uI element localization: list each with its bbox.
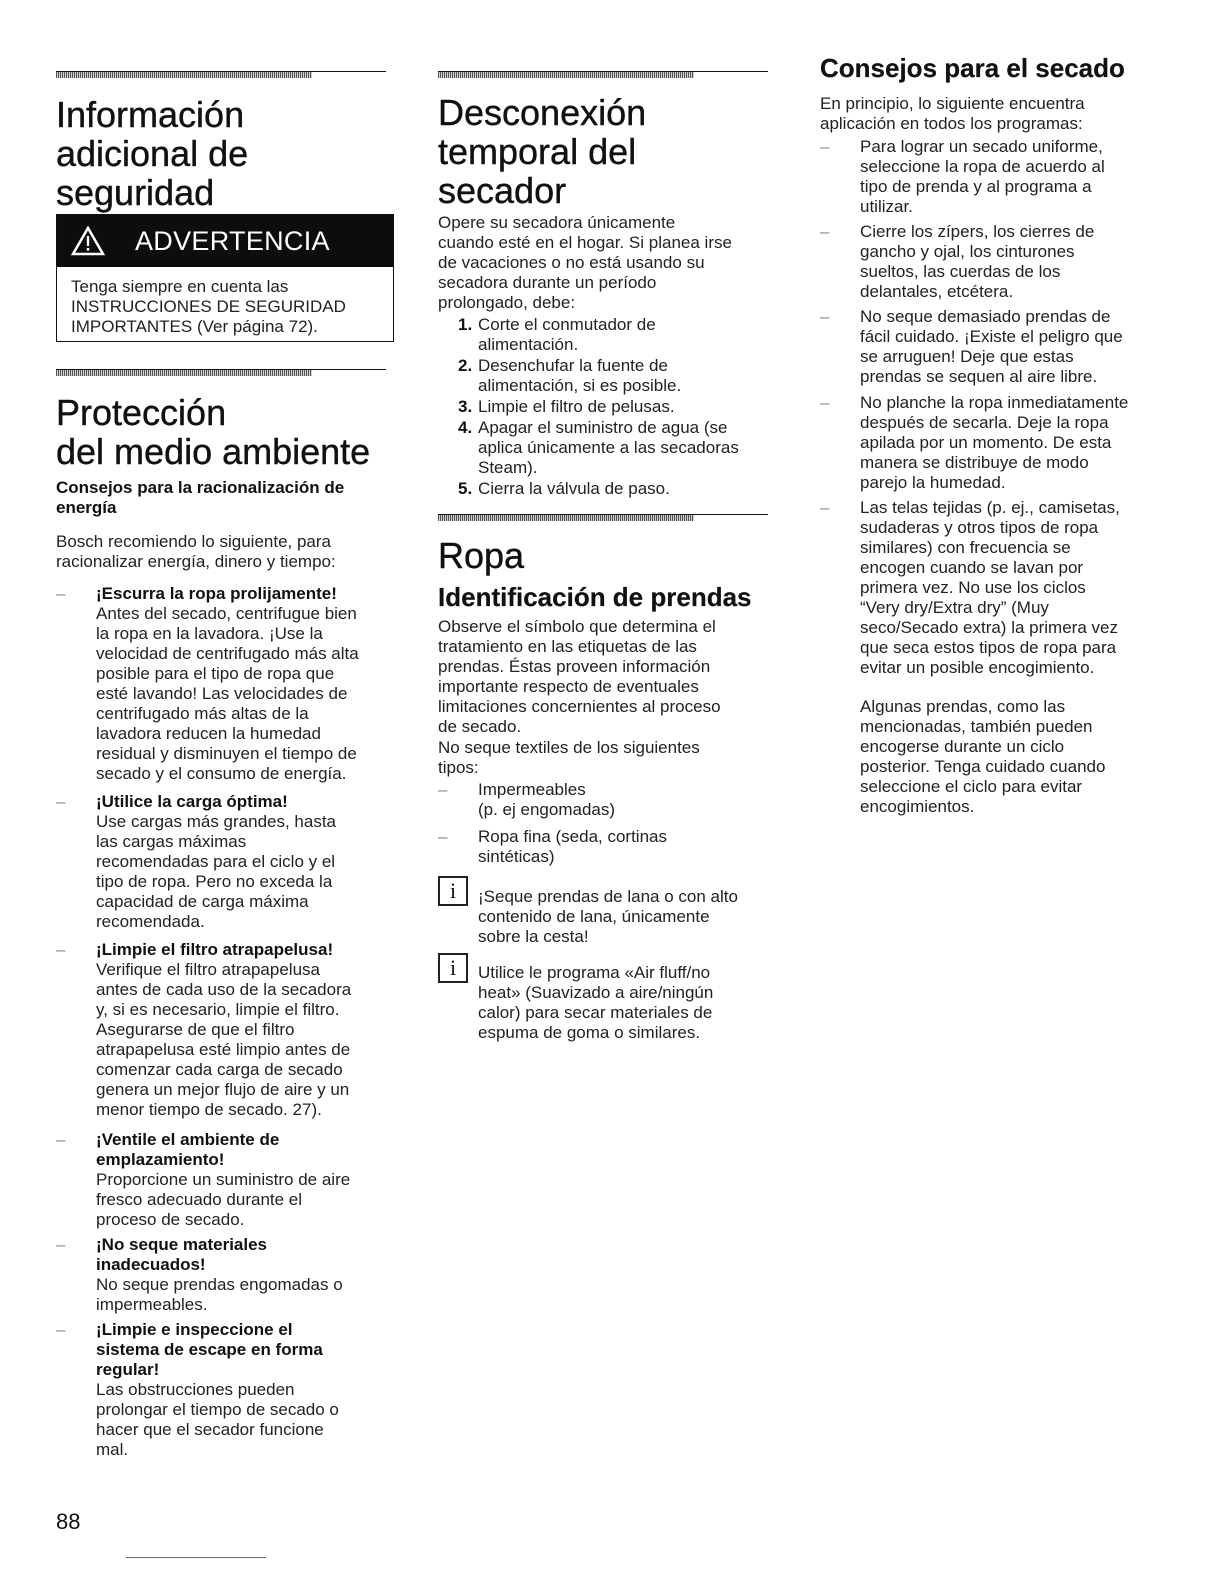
list-item: – Ropa fina (seda, cortinas sintéticas) xyxy=(438,827,667,866)
info-note: Utilice le programa «Air fluff/no heat» (Suavizado a aire/ningún calor) para secar materiales de espuma de goma o similares. xyxy=(478,963,714,1042)
info-note: ¡Seque prendas de lana o con alto contenido de lana, únicamente sobre la cesta! xyxy=(478,887,738,946)
disconnect-heading: Desconexión temporal del secador xyxy=(438,92,647,211)
list-item: – ¡No seque materiales inadecuados! No seque prendas engomadas o impermeables. xyxy=(56,1235,343,1314)
section-hatch xyxy=(56,72,312,78)
numbered-step: 5. Cierra la válvula de paso. xyxy=(458,479,670,498)
disconnect-intro: Opere su secadora únicamente cuando esté en el hogar. Si planea irse de vacaciones o no está usando su secadora durante un período prolongado, debe: xyxy=(438,213,732,312)
ropa-paragraph: Observe el símbolo que determina el tratamiento en las etiquetas de las prendas. Éstas proveen información importante respecto de eventuales limitaciones concernientes al proceso de secado. xyxy=(438,617,721,736)
list-item: – Impermeables (p. ej engomadas) xyxy=(438,780,616,819)
warning-header xyxy=(57,215,393,267)
warning-text: Tenga siempre en cuenta las INSTRUCCIONES DE SEGURIDAD IMPORTANTES (Ver página 72). xyxy=(71,277,346,336)
list-item: – ¡Escurra la ropa prolijamente! Antes del secado, centrifugue bien la ropa en la lavadora. ¡Use la velocidad de centrifugado más alta posible para el tipo de ropa que esté lavando! Las velocidades de centrifugado más altas de la lavadora reducen la humedad residual y disminuyen el tiempo de secado y el consumo de energía. xyxy=(56,584,359,783)
page-number: 88 xyxy=(56,1509,81,1534)
list-item: – Las telas tejidas (p. ej., camisetas, sudaderas y otros tipos de ropa similares) con frecuencia se encogen cuando se lavan por primera vez. No use los ciclos “Very dry/Extra dry” (Muy seco/Secado extra) la primera vez que seca estos tipos de ropa para evitar un posible encogimiento. xyxy=(820,498,1120,677)
list-item: – Para lograr un secado uniforme, seleccione la ropa de acuerdo al tipo de prenda y al programa a utilizar. xyxy=(820,137,1105,216)
numbered-step: 1. Corte el conmutador de alimentación. xyxy=(458,315,656,354)
list-item: – ¡Limpie e inspeccione el sistema de escape en forma regular! Las obstrucciones pueden prolongar el tiempo de secado o hacer que el secador funcione mal. xyxy=(56,1320,339,1459)
energy-intro: Bosch recomiendo lo siguiente, para racionalizar energía, dinero y tiempo: xyxy=(56,532,336,571)
list-item: – No seque demasiado prendas de fácil cuidado. ¡Existe el peligro que se arruguen! Deje que estas prendas se sequen al aire libre. xyxy=(820,307,1123,386)
closing-paragraph: Algunas prendas, como las mencionadas, también pueden encogerse durante un ciclo posterior. Tenga cuidado cuando seleccione el ciclo para evitar encogimientos. xyxy=(860,697,1106,816)
drying-tips-heading: Consejos para el secado xyxy=(820,53,1125,83)
ropa-heading: Ropa xyxy=(438,535,525,576)
list-item: – ¡Ventile el ambiente de emplazamiento! Proporcione un suministro de aire fresco adecuado durante el proceso de secado. xyxy=(56,1130,351,1229)
info-icon: i xyxy=(438,953,468,983)
list-item: – ¡Limpie el filtro atrapapelusa! Verifique el filtro atrapapelusa antes de cada uso de la secadora y, si es necesario, limpie el filtro. Asegurarse de que el filtro atrapapelusa esté limpio antes de comenzar cada carga de secado genera un mejor flujo de aire y un menor tiempo de secado. 27). xyxy=(56,940,352,1119)
section-hatch xyxy=(56,370,312,376)
drying-intro: En principio, lo siguiente encuentra aplicación en todos los programas: xyxy=(820,94,1085,133)
environment-heading: Protección del medio ambiente xyxy=(56,392,371,472)
section-hatch xyxy=(438,515,694,521)
numbered-step: 2. Desenchufar la fuente de alimentación, si es posible. xyxy=(458,356,682,395)
numbered-step: 4. Apagar el suministro de agua (se aplica únicamente a las secadoras Steam). xyxy=(458,418,739,477)
info-icon: i xyxy=(438,876,468,906)
identification-subheading: Identificación de prendas xyxy=(438,582,752,612)
list-item: – ¡Utilice la carga óptima! Use cargas más grandes, hasta las cargas máximas recomendadas para el ciclo y el tipo de ropa. Pero no exceda la capacidad de carga máxima recomendada. xyxy=(56,792,337,931)
list-item: – Cierre los zípers, los cierres de gancho y ojal, los cinturones sueltos, las cuerdas de los delantales, etcétera. xyxy=(820,222,1095,301)
footer-line xyxy=(126,1557,266,1558)
numbered-step: 3. Limpie el filtro de pelusas. xyxy=(458,397,675,416)
warning-box xyxy=(56,214,394,342)
section-hatch xyxy=(438,72,694,78)
energy-subheading: Consejos para la racionalización de energía xyxy=(56,478,345,517)
warning-triangle-icon xyxy=(71,226,105,256)
safety-heading: Información adicional de seguridad xyxy=(56,94,249,213)
warning-label: ADVERTENCIA xyxy=(135,225,330,256)
ropa-paragraph: No seque textiles de los siguientes tipos: xyxy=(438,738,700,777)
list-item: – No planche la ropa inmediatamente después de secarla. Deje la ropa apilada por un momento. De esta manera se distribuye de modo parejo la humedad. xyxy=(820,393,1129,492)
